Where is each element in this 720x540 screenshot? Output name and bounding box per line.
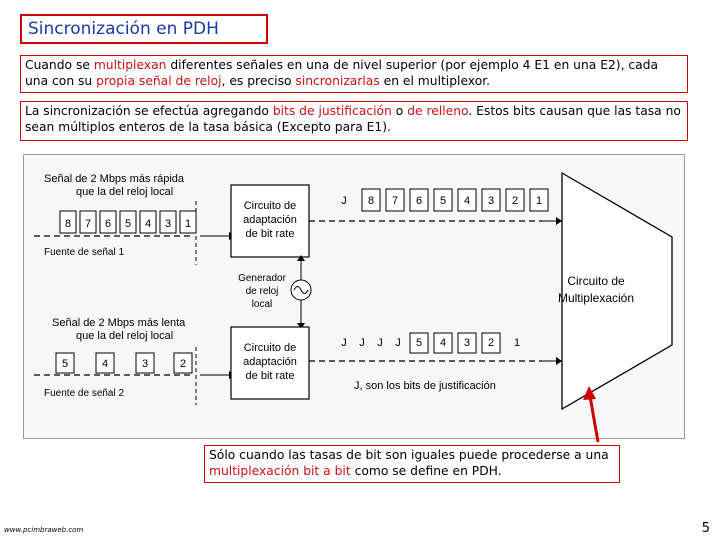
text: , es preciso — [221, 74, 296, 88]
bit-label: J — [359, 337, 365, 349]
bit-label: 4 — [101, 358, 109, 370]
highlight-stuffing: de relleno — [407, 104, 469, 118]
input-bitstream-1 — [34, 211, 196, 236]
bit-label: 2 — [179, 358, 187, 370]
page-number: 5 — [701, 521, 710, 536]
highlight-bit-mux: multiplexación bit a bit — [209, 464, 351, 478]
adapt2-line: adaptación — [243, 356, 297, 368]
highlight-clock-signal: propia señal de reloj — [96, 74, 222, 88]
source-1-label: Fuente de señal 1 — [44, 247, 125, 258]
adapt1-line: Circuito de — [243, 200, 297, 212]
pdh-sync-diagram — [23, 154, 685, 439]
bottom-signal-label: que la del reloj local — [76, 330, 174, 342]
bit-label: 8 — [64, 218, 72, 230]
bit-label: 1 — [513, 337, 521, 349]
bit-label: 8 — [367, 195, 375, 207]
adapt2-line: de bit rate — [245, 370, 295, 382]
mux-label: Circuito de — [567, 274, 625, 288]
text: en el multiplexor. — [379, 74, 491, 88]
highlight-justification-bits: bits de justificación — [272, 104, 392, 118]
bit-label: 3 — [141, 358, 149, 370]
text: La sincronización se efectúa agregando — [25, 104, 273, 118]
bit-mux-note — [204, 445, 620, 483]
bit-label: 6 — [415, 195, 423, 207]
bit-label: 4 — [144, 218, 152, 230]
bit-label: 4 — [463, 195, 471, 207]
source-2-label: Fuente de señal 2 — [44, 388, 125, 399]
text: como se define en PDH. — [350, 464, 502, 478]
adapt1-line: adaptación — [243, 214, 297, 226]
title-box — [20, 14, 268, 44]
bit-label: 4 — [439, 337, 447, 349]
bit-label: 1 — [184, 218, 192, 230]
text: . Estos bits causan que las tasa no sean múltiplos enteros de la tasa básica (Excepto para E1). — [25, 104, 681, 134]
clock-label: local — [251, 299, 273, 310]
clock-label: Generador — [238, 273, 286, 284]
bit-label: J — [341, 195, 347, 207]
bit-label: 5 — [124, 218, 132, 230]
text: o — [391, 104, 408, 118]
bit-label: 3 — [164, 218, 172, 230]
highlight-synchronize: sincronizarlas — [295, 74, 380, 88]
bit-label: J — [341, 337, 347, 349]
intro-paragraph — [20, 55, 688, 93]
sync-paragraph — [20, 101, 688, 141]
adapt2-line: Circuito de — [243, 342, 297, 354]
text: Sólo cuando las tasas de bit son iguales puede procederse a una — [209, 448, 609, 462]
top-signal-label: que la del reloj local — [76, 186, 174, 198]
bit-label: 5 — [439, 195, 447, 207]
footer-url: www.pcimbraweb.com — [4, 526, 84, 534]
bit-label: 2 — [487, 337, 495, 349]
bit-label: 5 — [61, 358, 69, 370]
text: Cuando se — [25, 58, 94, 72]
adapt1-line: de bit rate — [245, 228, 295, 240]
top-signal-label: Señal de 2 Mbps más rápida — [44, 173, 185, 185]
bit-label: J — [395, 337, 401, 349]
bit-label: 1 — [535, 195, 543, 207]
text: diferentes señales en una de nivel superior (por ejemplo 4 E1 en una E2), cada una con su — [25, 58, 659, 88]
bit-label: 3 — [463, 337, 471, 349]
bit-label: 5 — [415, 337, 423, 349]
bit-label: 7 — [391, 195, 399, 207]
bit-label: 3 — [487, 195, 495, 207]
highlight-multiplexan: multiplexan — [93, 58, 167, 72]
output-bitstream-2 — [309, 333, 562, 365]
mux-label: Multiplexación — [557, 291, 635, 305]
page-title: Sincronización en PDH — [28, 19, 219, 39]
bit-label: J — [377, 337, 383, 349]
justification-note: J, son los bits de justificación — [354, 380, 496, 392]
input-bitstream-2 — [34, 353, 192, 375]
bit-label: 6 — [104, 218, 112, 230]
bit-label: 2 — [511, 195, 519, 207]
clock-label: de reloj — [245, 286, 279, 297]
bit-label: 7 — [84, 218, 92, 230]
diagram-svg — [24, 155, 686, 440]
bottom-signal-label: Señal de 2 Mbps más lenta — [52, 317, 186, 329]
output-bitstream-1 — [309, 189, 562, 225]
